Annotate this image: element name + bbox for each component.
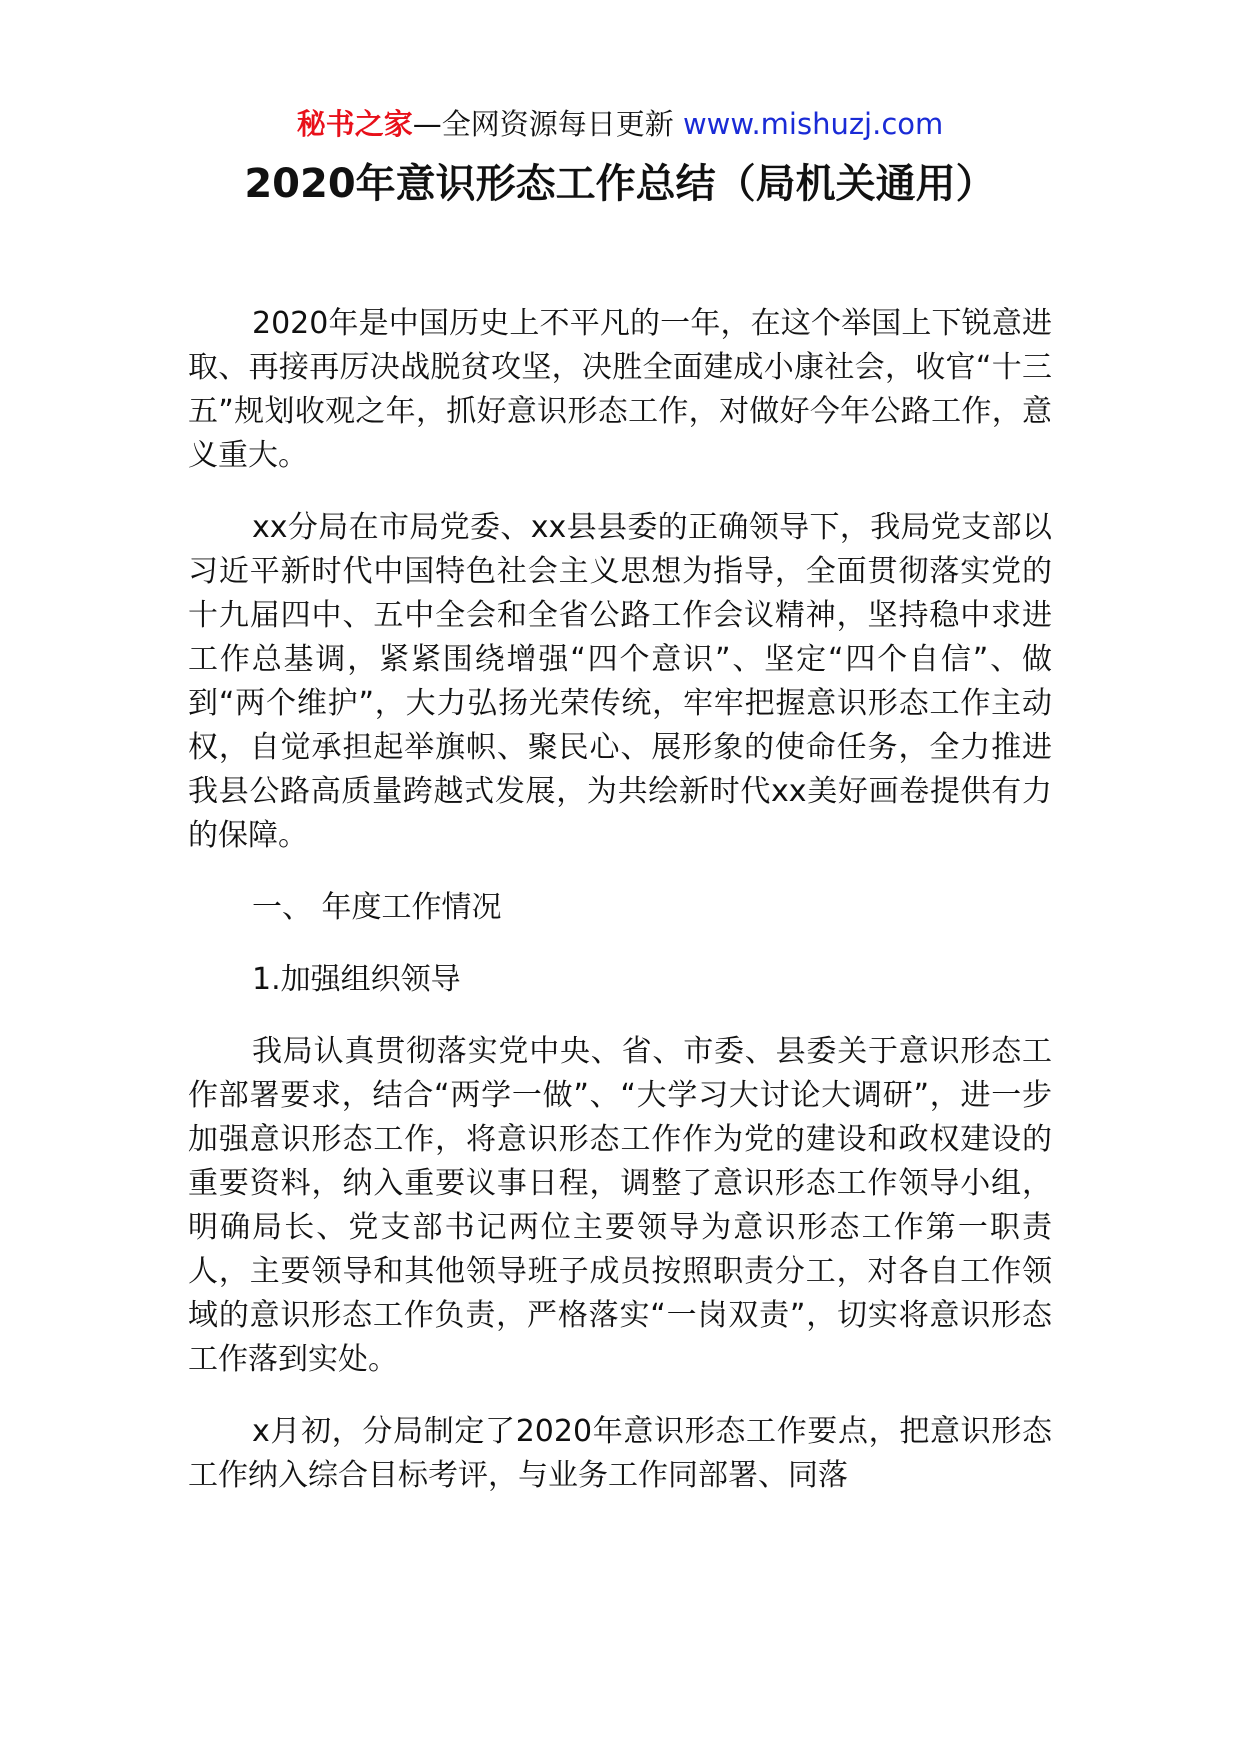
subsection-heading: 1.加强组织领导 (252, 962, 461, 997)
document-title: 2020年意识形态工作总结（局机关通用） (244, 161, 996, 207)
paragraph-plan: x月初，分局制定了2020年意识形态工作要点，把意识形态工作纳入综合目标考评，与业务工作同部署、同落 (188, 1414, 1052, 1493)
brand-name: 秘书之家 (296, 107, 413, 141)
paragraph-organization: 我局认真贯彻落实党中央、省、市委、县委关于意识形态工作部署要求，结合“两学一做”、“大学习大讨论大调研”，进一步加强意识形态工作，将意识形态工作作为党的建设和政权建设的重要资料，纳入重要议事日程，调整了意识形态工作领导小组，明确局长、党支部书记两位主要领导为意识形态工作第一职责人，主要领导和其他领导班子成员按照职责分工，对各自工作领域的意识形态工作负责，严格落实“一岗双责”，切实将意识形态工作落到实处。 (188, 1034, 1052, 1377)
header-slogan: —全网资源每日更新 (412, 107, 674, 141)
header-banner (0, 104, 1240, 144)
paragraph-overview: xx分局在市局党委、xx县县委的正确领导下，我局党支部以习近平新时代中国特色社会主义思想为指导，全面贯彻落实党的十九届四中、五中全会和全省公路工作会议精神，坚持稳中求进工作总基调，紧紧围绕增强“四个意识”、坚定“四个自信”、做到“两个维护”，大力弘扬光荣传统，牢牢把握意识形态工作主动权，自觉承担起举旗帜、聚民心、展形象的使命任务，全力推进我县公路高质量跨越式发展，为共绘新时代xx美好画卷提供有力的保障。 (188, 510, 1052, 853)
document-body (188, 302, 1052, 1526)
paragraph-intro: 2020年是中国历史上不平凡的一年，在这个举国上下锐意进取、再接再厉决战脱贫攻坚，决胜全面建成小康社会，收官“十三五”规划收观之年，抓好意识形态工作，对做好今年公路工作，意义重大。 (188, 306, 1052, 473)
site-url-link[interactable]: www.mishuzj.com (682, 107, 944, 141)
section-heading: 一、 年度工作情况 (252, 890, 502, 925)
